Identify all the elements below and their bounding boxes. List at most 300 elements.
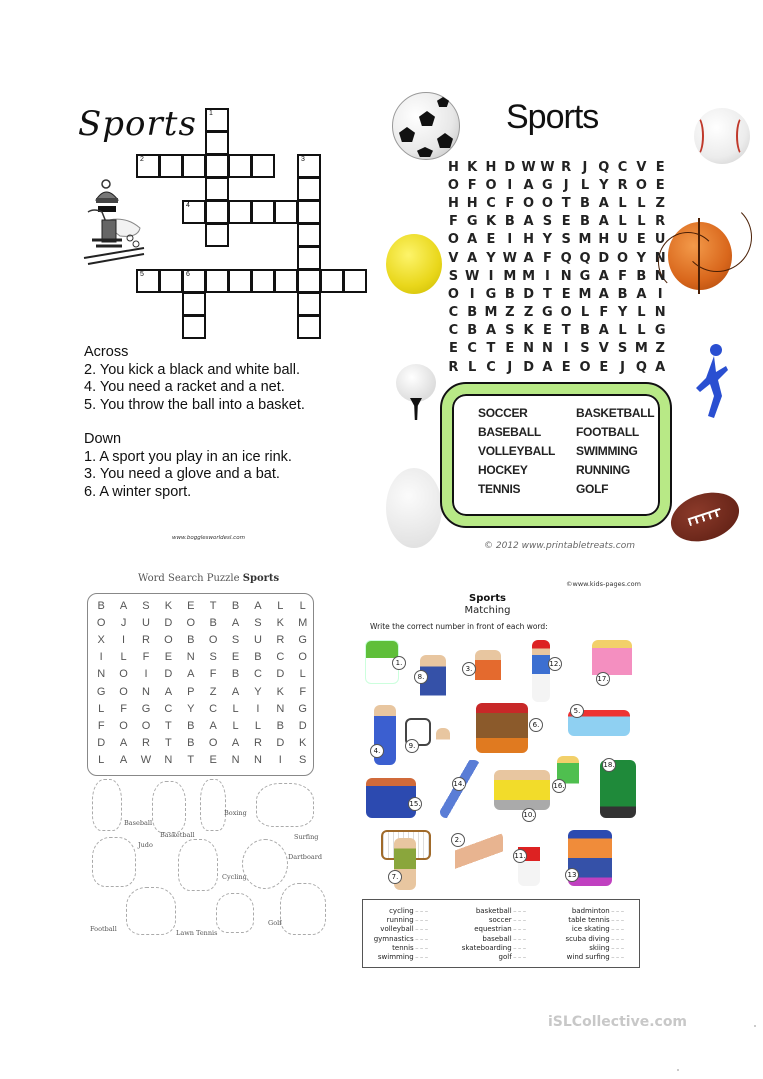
grid-letter[interactable]: C [448, 305, 459, 321]
grid-letter[interactable]: F [448, 214, 458, 230]
grid-letter[interactable]: B [187, 737, 195, 750]
grid-letter[interactable]: L [120, 651, 127, 664]
grid-letter[interactable]: E [561, 214, 571, 230]
grid-letter[interactable]: I [657, 286, 663, 302]
grid-letter[interactable]: W [140, 754, 152, 767]
grid-letter[interactable]: E [655, 177, 665, 193]
crossword-cell[interactable] [297, 269, 321, 293]
grid-letter[interactable]: O [541, 195, 553, 211]
grid-letter[interactable]: C [467, 341, 477, 357]
grid-letter[interactable]: S [142, 599, 150, 612]
grid-letter[interactable]: A [523, 177, 534, 193]
crossword-cell[interactable] [274, 269, 298, 293]
grid-letter[interactable]: K [276, 685, 284, 698]
sports-line-drawings: Baseball Basketball Boxing Surfing Judo Cycling Dartboard Football Lawn Tennis Golf [86, 775, 326, 935]
grid-letter[interactable]: J [620, 359, 625, 375]
grid-letter[interactable]: K [485, 214, 497, 230]
crossword-cell[interactable] [182, 269, 206, 293]
grid-letter[interactable]: A [209, 719, 217, 732]
grid-letter[interactable]: B [209, 616, 217, 629]
grid-letter[interactable]: R [617, 177, 628, 193]
grid-letter[interactable]: L [98, 702, 105, 715]
grid-letter[interactable]: F [618, 268, 628, 284]
crossword-cell[interactable] [228, 269, 252, 293]
grid-letter[interactable]: L [468, 359, 477, 375]
grid-letter[interactable]: H [523, 232, 535, 248]
crossword-cell[interactable] [136, 154, 160, 178]
grid-letter[interactable]: G [542, 177, 553, 193]
crossword-cell[interactable] [297, 177, 321, 201]
crossword-cell[interactable] [182, 292, 206, 316]
grid-letter[interactable]: E [561, 286, 571, 302]
grid-letter[interactable]: R [253, 737, 262, 750]
grid-letter[interactable]: O [119, 719, 128, 732]
grid-letter[interactable]: T [561, 323, 571, 339]
grid-letter[interactable]: I [99, 651, 103, 664]
grid-letter[interactable]: T [542, 286, 552, 302]
grid-letter[interactable]: O [560, 305, 572, 321]
grid-letter[interactable]: L [637, 323, 646, 339]
grid-letter[interactable]: U [654, 232, 666, 248]
grid-letter[interactable]: J [120, 616, 127, 629]
grid-row [444, 231, 670, 249]
grid-letter[interactable]: N [276, 702, 285, 715]
grid-letter[interactable]: G [298, 702, 307, 715]
grid-letter[interactable]: N [654, 250, 666, 266]
grid-letter[interactable]: O [119, 685, 128, 698]
grid-letter[interactable]: D [97, 737, 106, 750]
grid-letter[interactable]: L [580, 177, 590, 193]
grid-letter[interactable]: Y [617, 305, 628, 321]
grid-letter[interactable]: A [598, 268, 609, 284]
grid-letter[interactable]: M [522, 268, 536, 284]
grid-letter[interactable]: L [299, 668, 306, 681]
grid-letter[interactable]: M [503, 268, 517, 284]
grid-letter[interactable]: A [231, 737, 240, 750]
grid-letter[interactable]: D [504, 159, 516, 175]
grid-row [90, 614, 314, 631]
across-clue: 2. You kick a black and white ball. [84, 361, 301, 378]
grid-letter[interactable]: N [541, 341, 553, 357]
crossword-cell[interactable] [228, 154, 252, 178]
clue-number: 6 [186, 271, 190, 278]
grid-letter[interactable]: O [141, 719, 151, 732]
grid-letter[interactable]: O [447, 177, 459, 193]
grid-letter[interactable]: L [254, 719, 261, 732]
grid-letter[interactable]: A [485, 323, 497, 339]
grid-letter[interactable]: K [276, 616, 284, 629]
grid-letter[interactable]: F [599, 305, 609, 321]
grid-letter[interactable]: T [209, 599, 217, 612]
grid-letter[interactable]: H [485, 159, 497, 175]
grid-letter[interactable]: B [187, 633, 195, 646]
crossword-cell[interactable] [274, 200, 298, 224]
grid-letter[interactable]: W [540, 159, 555, 175]
grid-letter[interactable]: T [561, 195, 571, 211]
grid-letter[interactable]: R [142, 737, 150, 750]
grid-letter[interactable]: Z [209, 685, 217, 698]
crossword-cell[interactable] [159, 154, 183, 178]
grid-letter[interactable]: O [447, 232, 459, 248]
grid-letter[interactable]: C [486, 359, 496, 375]
grid-letter[interactable]: V [636, 159, 647, 175]
grid-letter[interactable]: Y [599, 177, 609, 193]
grid-letter[interactable]: I [507, 177, 513, 193]
grid-letter[interactable]: E [561, 359, 571, 375]
grid-letter[interactable]: K [523, 323, 534, 339]
grid-letter[interactable]: A [598, 286, 609, 302]
grid-letter[interactable]: N [186, 651, 195, 664]
grid-letter[interactable]: M [578, 286, 592, 302]
grid-letter[interactable]: L [232, 719, 239, 732]
grid-letter[interactable]: O [208, 633, 218, 646]
grid-letter[interactable]: G [654, 323, 666, 339]
grid-letter[interactable]: L [277, 599, 284, 612]
grid-letter[interactable]: Q [560, 250, 572, 266]
grid-letter[interactable]: Q [635, 359, 647, 375]
grid-letter[interactable]: N [164, 754, 173, 767]
grid-letter[interactable]: Q [579, 250, 591, 266]
grid-letter[interactable]: A [655, 359, 666, 375]
grid-letter[interactable]: L [637, 195, 646, 211]
grid-letter[interactable]: D [523, 286, 534, 302]
grid-letter[interactable]: A [523, 214, 534, 230]
grid-letter[interactable]: O [447, 286, 459, 302]
grid-letter[interactable]: U [142, 616, 150, 629]
grid-letter[interactable]: A [598, 323, 609, 339]
crossword-cell[interactable] [205, 154, 229, 178]
grid-letter[interactable]: Y [636, 250, 647, 266]
grid-letter[interactable]: A [164, 685, 173, 698]
football-player-drawing [126, 887, 176, 935]
wordsearch-bw-title: Word Search Puzzle Sports [138, 573, 280, 584]
grid-letter[interactable]: L [637, 214, 646, 230]
grid-letter[interactable]: G [96, 685, 106, 698]
grid-letter[interactable]: B [580, 195, 590, 211]
grid-letter[interactable]: E [187, 599, 195, 612]
grid-letter[interactable]: Y [542, 232, 553, 248]
crossword-cell[interactable] [205, 200, 229, 224]
crossword-cell[interactable] [343, 269, 367, 293]
crossword-cell[interactable] [297, 315, 321, 339]
crossword-cell[interactable] [228, 200, 252, 224]
grid-letter[interactable]: C [164, 702, 173, 715]
down-clue: 3. You need a glove and a bat. [84, 466, 280, 482]
grid-letter[interactable]: C [617, 159, 628, 175]
grid-letter[interactable]: E [231, 651, 240, 664]
grid-letter[interactable]: A [542, 359, 553, 375]
grid-letter[interactable]: O [298, 651, 307, 664]
grid-letter[interactable]: B [504, 214, 515, 230]
grid-letter[interactable]: T [187, 754, 195, 767]
grid-letter[interactable]: J [563, 177, 569, 193]
grid-letter[interactable]: R [561, 159, 572, 175]
grid-letter[interactable]: W [502, 250, 517, 266]
grid-letter[interactable]: E [542, 323, 552, 339]
grid-letter[interactable]: O [186, 616, 196, 629]
crossword-cell[interactable] [251, 269, 275, 293]
grid-letter[interactable]: E [655, 159, 665, 175]
grid-letter[interactable]: N [654, 268, 666, 284]
grid-letter[interactable]: J [582, 159, 588, 175]
crossword-cell[interactable] [251, 154, 275, 178]
grid-letter[interactable]: M [634, 341, 648, 357]
grid-letter[interactable]: P [187, 685, 195, 698]
grid-letter[interactable]: Z [523, 305, 534, 321]
crossword-cell[interactable] [297, 154, 321, 178]
grid-letter[interactable]: E [448, 341, 458, 357]
grid-letter[interactable]: G [542, 305, 553, 321]
grid-letter[interactable]: F [142, 651, 150, 664]
grid-letter[interactable]: L [618, 214, 627, 230]
grid-letter[interactable]: Y [254, 685, 262, 698]
grid-letter[interactable]: O [208, 737, 218, 750]
grid-letter[interactable]: A [467, 250, 478, 266]
grid-letter[interactable]: B [187, 719, 195, 732]
grid-letter[interactable]: U [617, 232, 628, 248]
grid-letter[interactable]: F [467, 177, 477, 193]
grid-letter[interactable]: S [580, 341, 590, 357]
grid-letter[interactable]: N [654, 305, 666, 321]
grid-letter[interactable]: A [119, 737, 128, 750]
grid-letter[interactable]: K [467, 159, 478, 175]
grid-letter[interactable]: Q [598, 159, 610, 175]
crossword-cell[interactable] [205, 223, 229, 247]
grid-letter[interactable]: A [598, 214, 609, 230]
grid-letter[interactable]: O [485, 177, 497, 193]
grid-letter[interactable]: F [97, 719, 105, 732]
grid-letter[interactable]: O [96, 616, 106, 629]
grid-letter[interactable]: E [599, 359, 609, 375]
grid-letter[interactable]: T [165, 737, 172, 750]
grid-letter[interactable]: E [164, 651, 173, 664]
grid-letter[interactable]: B [231, 599, 240, 612]
grid-letter[interactable]: W [465, 268, 480, 284]
down-clue: 6. A winter sport. [84, 483, 192, 500]
grid-letter[interactable]: N [142, 685, 150, 698]
grid-letter[interactable]: I [144, 668, 148, 681]
grid-letter[interactable]: B [97, 599, 105, 612]
grid-letter[interactable]: A [231, 685, 240, 698]
grid-letter[interactable]: C [448, 323, 459, 339]
grid-letter[interactable]: G [141, 702, 151, 715]
grid-letter[interactable]: I [256, 702, 260, 715]
grid-letter[interactable]: M [298, 616, 308, 629]
crossword-cell[interactable] [205, 177, 229, 201]
grid-letter[interactable]: R [655, 214, 666, 230]
grid-letter[interactable]: E [209, 754, 217, 767]
grid-letter[interactable]: U [253, 633, 262, 646]
grid-row [444, 322, 670, 340]
grid-letter[interactable]: O [579, 359, 591, 375]
grid-letter[interactable]: Z [505, 305, 515, 321]
grid-letter[interactable]: Z [655, 341, 665, 357]
grid-letter[interactable]: B [467, 305, 478, 321]
grid-letter[interactable]: O [164, 633, 173, 646]
grid-letter[interactable]: S [299, 754, 307, 767]
grid-letter[interactable]: O [119, 668, 128, 681]
grid-letter[interactable]: C [276, 651, 285, 664]
grid-letter[interactable]: R [448, 359, 459, 375]
grid-letter[interactable]: E [505, 341, 515, 357]
grid-letter[interactable]: G [579, 268, 591, 284]
grid-letter[interactable]: H [447, 159, 459, 175]
crossword-cell[interactable] [182, 315, 206, 339]
crossword-cell[interactable] [297, 246, 321, 270]
grid-letter[interactable]: Y [187, 702, 195, 715]
equestrian-figure [476, 703, 528, 753]
grid-letter[interactable]: R [142, 633, 150, 646]
grid-letter[interactable]: L [618, 323, 627, 339]
grid-letter[interactable]: K [164, 599, 173, 612]
grid-letter[interactable]: A [254, 599, 262, 612]
grid-letter[interactable]: O [523, 195, 535, 211]
grid-letter[interactable]: B [580, 323, 590, 339]
grid-letter[interactable]: B [467, 323, 478, 339]
grid-letter[interactable]: S [561, 232, 571, 248]
grid-letter[interactable]: N [523, 341, 535, 357]
grid-letter[interactable]: I [544, 268, 550, 284]
figure-number-badge: 18. [602, 758, 616, 772]
grid-letter[interactable]: C [209, 702, 218, 715]
grid-letter[interactable]: G [298, 633, 307, 646]
crossword-cell[interactable] [182, 154, 206, 178]
grid-letter[interactable]: D [598, 250, 610, 266]
grid-letter[interactable]: S [542, 214, 553, 230]
crossword-cell[interactable] [205, 131, 229, 155]
grid-letter[interactable]: L [580, 305, 590, 321]
grid-letter[interactable]: B [636, 268, 647, 284]
grid-letter[interactable]: A [636, 286, 647, 302]
grid-letter[interactable]: B [231, 668, 240, 681]
grid-letter[interactable]: A [467, 232, 478, 248]
grid-letter[interactable]: N [560, 268, 572, 284]
grid-letter[interactable]: N [231, 754, 240, 767]
crossword-cell[interactable] [205, 269, 229, 293]
grid-letter[interactable]: A [119, 754, 128, 767]
grid-letter[interactable]: S [505, 323, 515, 339]
crossword-cell[interactable] [136, 269, 160, 293]
grid-letter[interactable]: M [484, 305, 498, 321]
grid-letter[interactable]: A [523, 250, 534, 266]
grid-letter[interactable]: A [598, 195, 609, 211]
grid-letter[interactable]: Y [486, 250, 496, 266]
grid-letter[interactable]: W [521, 159, 536, 175]
grid-row [444, 340, 670, 358]
crossword-cell[interactable] [297, 292, 321, 316]
grid-letter[interactable]: Z [655, 195, 665, 211]
grid-letter[interactable]: S [254, 616, 262, 629]
grid-letter[interactable]: R [276, 633, 285, 646]
grid-letter[interactable]: F [299, 685, 307, 698]
grid-letter[interactable]: S [448, 268, 459, 284]
grid-letter[interactable]: I [488, 268, 494, 284]
word-item: FOOTBALL [576, 425, 639, 439]
grid-letter[interactable]: T [486, 341, 496, 357]
grid-row [90, 597, 314, 614]
grid-letter[interactable]: B [276, 719, 284, 732]
crossword-cell[interactable] [320, 269, 344, 293]
grid-letter[interactable]: A [119, 599, 128, 612]
grid-letter[interactable]: S [617, 341, 628, 357]
grid-letter[interactable]: L [299, 599, 306, 612]
grid-row [444, 158, 670, 176]
grid-letter[interactable]: C [486, 195, 496, 211]
crossword-cell[interactable] [182, 200, 206, 224]
grid-letter[interactable]: B [580, 214, 590, 230]
grid-letter[interactable]: D [276, 737, 285, 750]
grid-letter[interactable]: G [485, 286, 497, 302]
grid-letter[interactable]: E [486, 232, 496, 248]
grid-letter[interactable]: I [278, 754, 282, 767]
clue-number: 5 [140, 271, 144, 278]
grid-letter[interactable]: M [578, 232, 592, 248]
crossword-cell[interactable] [297, 223, 321, 247]
down-heading: Down [84, 431, 122, 447]
grid-letter[interactable]: J [507, 359, 513, 375]
grid-letter[interactable]: B [254, 651, 262, 664]
grid-letter[interactable]: B [504, 286, 515, 302]
grid-letter[interactable]: G [466, 214, 478, 230]
grid-letter[interactable]: H [598, 232, 610, 248]
matching-title: Sports [469, 593, 506, 604]
grid-letter[interactable]: D [164, 616, 173, 629]
grid-letter[interactable]: N [97, 668, 106, 681]
grid-letter[interactable]: N [253, 754, 262, 767]
grid-letter[interactable]: S [231, 633, 240, 646]
word-item: RUNNING [576, 463, 630, 477]
grid-letter[interactable]: O [617, 250, 629, 266]
grid-letter[interactable]: L [618, 195, 627, 211]
grid-letter[interactable]: H [447, 195, 459, 211]
grid-letter[interactable]: F [120, 702, 127, 715]
crossword-cell[interactable] [205, 108, 229, 132]
grid-letter[interactable]: V [448, 250, 459, 266]
grid-letter[interactable]: D [523, 359, 534, 375]
grid-letter[interactable]: E [636, 232, 646, 248]
grid-letter[interactable]: L [637, 305, 646, 321]
grid-letter[interactable]: K [299, 737, 307, 750]
grid-letter[interactable]: A [231, 616, 240, 629]
grid-letter[interactable]: H [466, 195, 478, 211]
grid-letter[interactable]: I [469, 286, 475, 302]
grid-letter[interactable]: B [617, 286, 628, 302]
grid-letter[interactable]: I [507, 232, 513, 248]
grid-letter[interactable]: T [165, 719, 172, 732]
matching-word: badminton ‒ ‒ ‒ [554, 907, 624, 916]
grid-letter[interactable]: S [209, 651, 217, 664]
grid-letter[interactable]: F [209, 668, 217, 681]
word-item: SWIMMING [576, 444, 638, 458]
grid-letter[interactable]: I [122, 633, 126, 646]
grid-letter[interactable]: D [164, 668, 173, 681]
grid-letter[interactable]: A [187, 668, 195, 681]
grid-letter[interactable]: I [563, 341, 569, 357]
grid-letter[interactable]: L [98, 754, 105, 767]
crossword-cell[interactable] [251, 200, 275, 224]
grid-letter[interactable]: X [97, 633, 105, 646]
grid-letter[interactable]: L [232, 702, 239, 715]
grid-letter[interactable]: O [635, 177, 647, 193]
grid-letter[interactable]: V [598, 341, 609, 357]
grid-letter[interactable]: F [542, 250, 552, 266]
grid-letter[interactable]: D [298, 719, 307, 732]
grid-letter[interactable]: F [505, 195, 515, 211]
crossword-cell[interactable] [159, 269, 183, 293]
grid-letter[interactable]: C [253, 668, 262, 681]
crossword-cell[interactable] [297, 200, 321, 224]
grid-letter[interactable]: D [276, 668, 285, 681]
